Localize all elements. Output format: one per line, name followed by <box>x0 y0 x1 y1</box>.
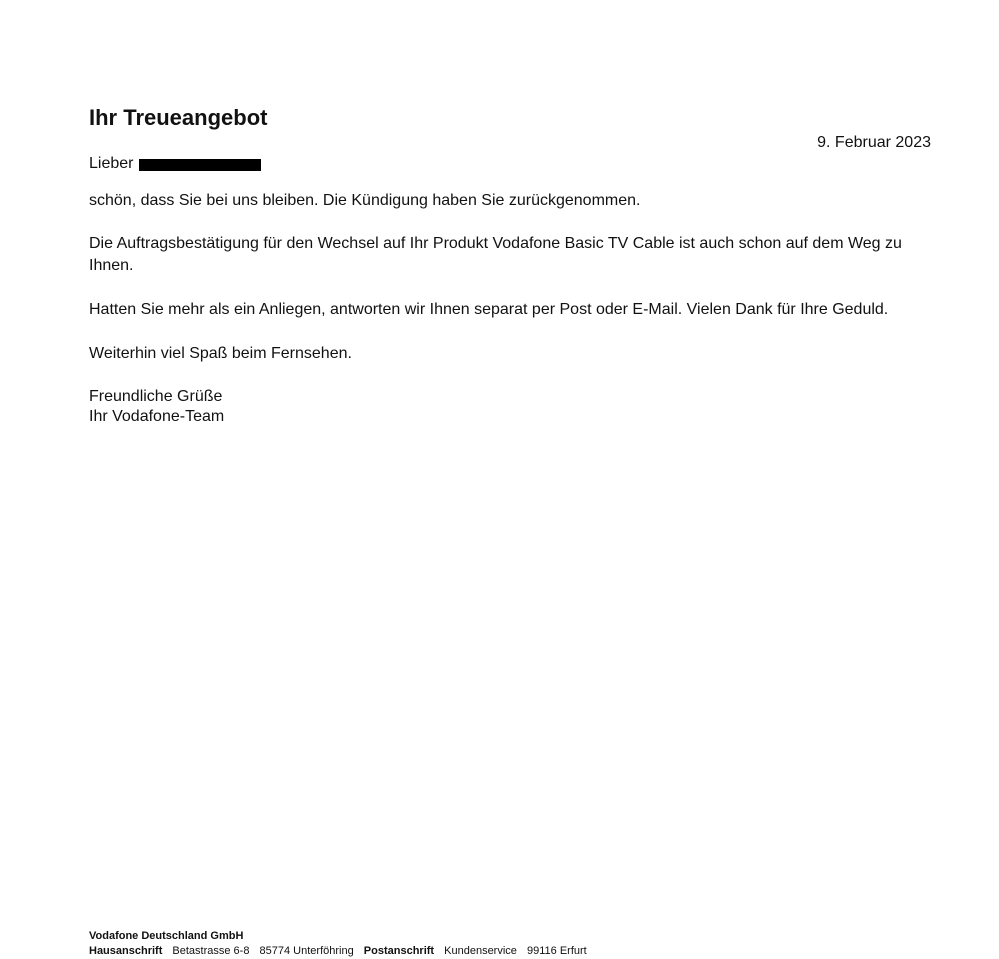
salutation <box>89 155 261 173</box>
footer-company: Vodafone Deutschland GmbH <box>89 930 244 942</box>
footer-postanschrift-label: Postanschrift <box>363 945 435 957</box>
footer-hausanschrift-city: 85774 Unterföhring <box>259 945 354 957</box>
closing-greeting: Freundliche Grüße <box>89 388 223 405</box>
salutation-text: Lieber <box>89 155 134 172</box>
footer-hausanschrift-street: Betastrasse 6-8 <box>172 945 250 957</box>
closing-signature: Ihr Vodafone-Team <box>89 408 225 425</box>
footer-postanschrift-city: 99116 Erfurt <box>526 945 587 957</box>
footer <box>89 929 594 959</box>
paragraph-3: Hatten Sie mehr als ein Anliegen, antworten wir Ihnen separat per Post oder E-Mail. Vielen Dank für Ihre Geduld. <box>89 301 889 318</box>
letter-title: Ihr Treueangebot <box>89 105 268 130</box>
redacted-name <box>139 159 261 171</box>
letter-date: 9. Februar 2023 <box>817 134 931 151</box>
paragraph-1: schön, dass Sie bei uns bleiben. Die Kündigung haben Sie zurückgenommen. <box>89 192 641 209</box>
closing <box>89 387 224 427</box>
footer-hausanschrift-label: Hausanschrift <box>89 945 163 957</box>
paragraph-4: Weiterhin viel Spaß beim Fernsehen. <box>89 345 352 362</box>
paragraph-2: Die Auftragsbestätigung für den Wechsel auf Ihr Produkt Vodafone Basic TV Cable ist auch schon auf dem Weg zu Ihnen. <box>89 235 902 274</box>
footer-postanschrift-dept: Kundenservice <box>444 945 517 957</box>
